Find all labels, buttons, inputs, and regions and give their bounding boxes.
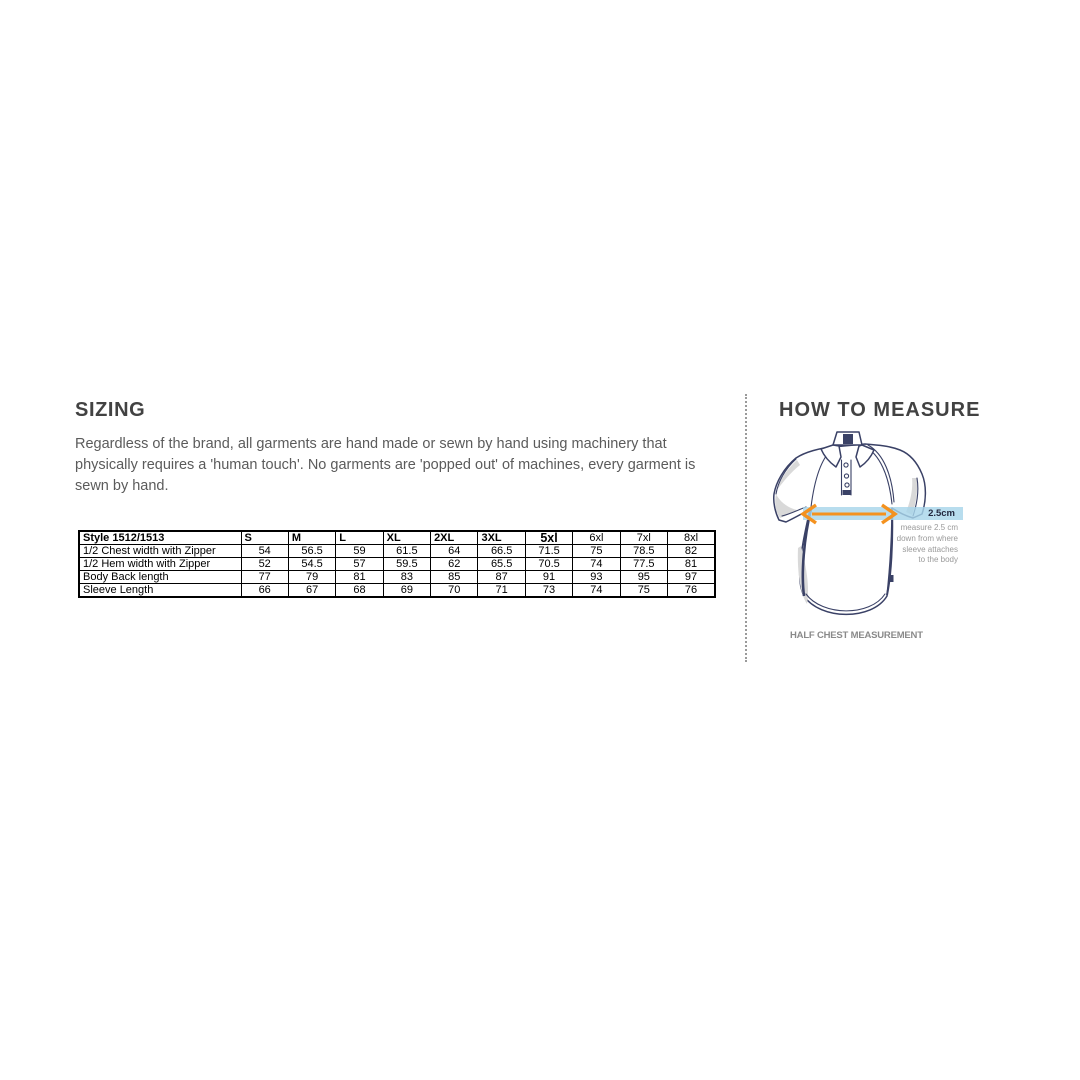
sizing-heading: SIZING — [75, 399, 146, 421]
value-cell: 62 — [431, 558, 478, 571]
sizing-table-body — [79, 545, 715, 598]
measure-instruction-note — [853, 523, 958, 566]
vertical-dotted-divider — [745, 394, 747, 662]
value-cell: 91 — [525, 571, 572, 584]
value-cell: 70 — [431, 584, 478, 598]
size-header-cell: 7xl — [620, 531, 667, 545]
value-cell: 95 — [620, 571, 667, 584]
value-cell: 71.5 — [525, 545, 572, 558]
value-cell: 71 — [478, 584, 525, 598]
value-cell: 77.5 — [620, 558, 667, 571]
table-row — [79, 545, 715, 558]
value-cell: 83 — [383, 571, 430, 584]
size-header-cell: M — [288, 531, 335, 545]
size-header-cell: S — [241, 531, 288, 545]
size-header-cell: 3XL — [478, 531, 525, 545]
value-cell: 54.5 — [288, 558, 335, 571]
value-cell: 65.5 — [478, 558, 525, 571]
measurement-label-cell: Sleeve Length — [79, 584, 241, 598]
value-cell: 77 — [241, 571, 288, 584]
table-row — [79, 558, 715, 571]
side-vent-tab — [890, 575, 894, 582]
value-cell: 68 — [336, 584, 383, 598]
value-cell: 75 — [573, 545, 620, 558]
value-cell: 76 — [668, 584, 715, 598]
note-line: down from where — [896, 533, 958, 543]
table-row — [79, 571, 715, 584]
value-cell: 75 — [620, 584, 667, 598]
value-cell: 59.5 — [383, 558, 430, 571]
size-header-cell: 6xl — [573, 531, 620, 545]
sizing-table-head — [79, 531, 715, 545]
value-cell: 74 — [573, 584, 620, 598]
value-cell: 82 — [668, 545, 715, 558]
table-row — [79, 584, 715, 598]
measurement-label-cell: 1/2 Chest width with Zipper — [79, 545, 241, 558]
value-cell: 67 — [288, 584, 335, 598]
measurement-label-cell: Body Back length — [79, 571, 241, 584]
size-header-cell: 8xl — [668, 531, 715, 545]
size-header-cell: L — [336, 531, 383, 545]
sizing-table — [78, 530, 716, 598]
note-line: measure 2.5 cm — [900, 523, 958, 532]
value-cell: 59 — [336, 545, 383, 558]
value-cell: 61.5 — [383, 545, 430, 558]
value-cell: 66 — [241, 584, 288, 598]
size-header-cell: 2XL — [431, 531, 478, 545]
style-header-cell: Style 1512/1513 — [79, 531, 241, 545]
placket-label — [843, 490, 852, 495]
how-to-measure-heading: HOW TO MEASURE — [779, 399, 981, 421]
value-cell: 78.5 — [620, 545, 667, 558]
value-cell: 52 — [241, 558, 288, 571]
measurement-label-cell: 1/2 Hem width with Zipper — [79, 558, 241, 571]
value-cell: 87 — [478, 571, 525, 584]
figure-caption: HALF CHEST MEASUREMENT — [790, 630, 923, 641]
value-cell: 79 — [288, 571, 335, 584]
collar-label — [843, 434, 853, 444]
value-cell: 93 — [573, 571, 620, 584]
value-cell: 57 — [336, 558, 383, 571]
value-cell: 81 — [668, 558, 715, 571]
size-table-container — [78, 530, 716, 598]
value-cell: 69 — [383, 584, 430, 598]
value-cell: 64 — [431, 545, 478, 558]
value-cell: 74 — [573, 558, 620, 571]
value-cell: 66.5 — [478, 545, 525, 558]
value-cell: 56.5 — [288, 545, 335, 558]
value-cell: 81 — [336, 571, 383, 584]
band-measurement-label: 2.5cm — [928, 508, 955, 519]
sizing-description: Regardless of the brand, all garments are hand made or sewn by hand using machinery that physically requires a 'human touch'. No garments are 'popped out' of machines, every garment is sewn by hand. — [75, 436, 696, 494]
note-line: to the body — [918, 555, 958, 565]
value-cell: 97 — [668, 571, 715, 584]
size-header-cell: XL — [383, 531, 430, 545]
value-cell: 73 — [525, 584, 572, 598]
value-cell: 85 — [431, 571, 478, 584]
table-header-row — [79, 531, 715, 545]
size-header-cell: 5xl — [525, 531, 572, 545]
value-cell: 54 — [241, 545, 288, 558]
note-line: sleeve attaches — [902, 544, 958, 554]
value-cell: 70.5 — [525, 558, 572, 571]
